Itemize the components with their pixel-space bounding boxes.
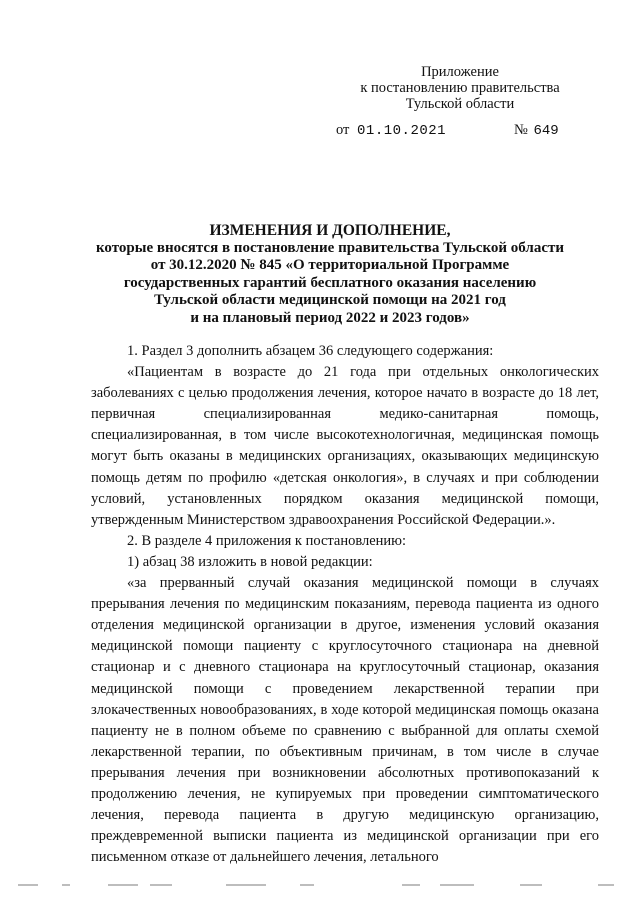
decree-number: 649: [533, 123, 559, 139]
appendix-line: Приложение: [421, 64, 499, 80]
decree-reference: [336, 122, 566, 139]
body-paragraph: «за прерванный случай оказания медицинской помощи в случаях прерывания лечения по медицинским показаниям, перевода пациента из одного отделения медицинской организации в другое, изменения условий оказания медицинской помощи пациенту с круглосуточного стационара на дневной стационар и с дневного стационара на круглосуточный стационар, оказания медицинской помощи с проведением лекарственной терапии при злокачественных новообразованиях, в ходе которой медицинская помощь оказана пациенту не в полном объеме по сравнению с выбранной для оплаты схемой лекарственной терапии, по объективным причинам, в том числе в случае прерывания лечения при возникновении абсолютных противопоказаний к продолжению лечения, не купируемых при проведении симптоматического лечения, перевода пациента в другую медицинскую организацию, преждевременной выписки пациента из медицинской организации при его письменном отказе от дальнейшего лечения, летального: [91, 575, 599, 866]
title-line: которые вносятся в постановление правительства Тульской области: [95, 239, 565, 256]
appendix-line: Тульской области: [405, 96, 515, 112]
body-paragraph: 1) абзац 38 изложить в новой редакции:: [127, 553, 373, 570]
decree-number-block: [514, 122, 559, 139]
number-sign: №: [514, 122, 528, 138]
body-paragraph: 2. В разделе 4 приложения к постановлению:: [127, 532, 407, 549]
title-line: от 30.12.2020 № 845 «О территориальной Программе: [150, 257, 510, 273]
appendix-line: к постановлению правительства: [360, 80, 560, 96]
date-prefix: от: [336, 122, 350, 138]
title-line: и на плановый период 2022 и 2023 годов»: [190, 309, 470, 326]
body-paragraph: 1. Раздел 3 дополнить абзацем 36 следующего содержания:: [127, 343, 494, 359]
document-body: [91, 341, 599, 868]
title-line: государственных гарантий бесплатного оказания населению: [123, 274, 537, 291]
appendix-block: [340, 64, 580, 112]
document-title: [60, 222, 600, 327]
body-paragraph: «Пациентам в возрасте до 21 года при отдельных онкологических заболеваниях с целью продолжения лечения, которое начато в возрасте до 18 лет, первичная специализированная медико-санитарная помощь, специализированная, в том числе высокотехнологичная, медицинская помощь могут быть оказаны в медицинских организациях, оказывающих медицинскую помощь детям по профилю «детская онкология», в случаях и при соблюдении условий, установленных порядком оказания медицинской помощи, утвержденным Министерством здравоохранения Российской Федерации.».: [91, 364, 599, 528]
title-line: Тульской области медицинской помощи на 2021 год: [154, 292, 506, 308]
scan-artifact-marks: [0, 884, 640, 890]
decree-date: 01.10.2021: [357, 123, 447, 139]
title-main: ИЗМЕНЕНИЯ И ДОПОЛНЕНИЕ,: [209, 222, 451, 239]
